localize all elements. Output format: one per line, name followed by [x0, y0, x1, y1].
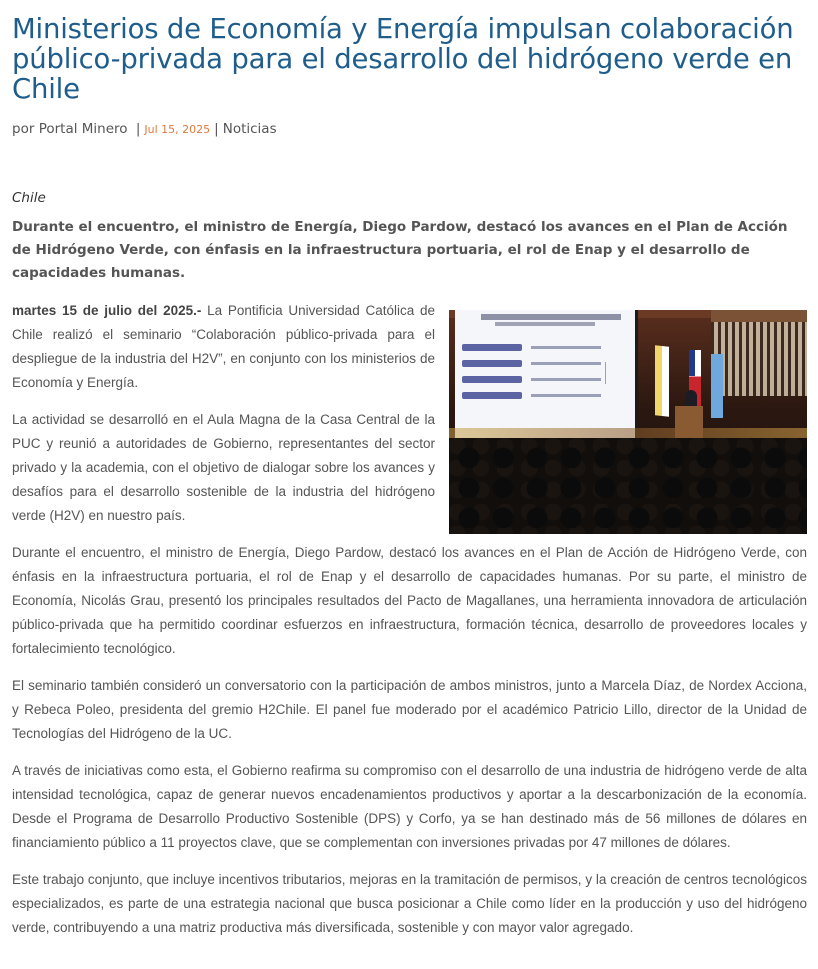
article-title: Ministerios de Economía y Energía impulsan colaboración público-privada para el desarrollo del hidrógeno verde en Chile	[12, 13, 794, 105]
article-lead: Durante el encuentro, el ministro de Energía, Diego Pardow, destacó los avances en el Plan de Acción de Hidrógeno Verde, con énfasis en la infraestructura portuaria, el rol de Enap y el desarrollo de capacidades humanas.	[12, 219, 788, 281]
screen-subtitle-line	[495, 322, 595, 326]
projection-screen	[455, 310, 638, 438]
category-link[interactable]: Noticias	[222, 121, 277, 137]
screen-row-text	[531, 362, 601, 365]
chile-flag-canton	[689, 350, 695, 376]
paragraph: A través de iniciativas como esta, el Gobierno reafirma su compromiso con el desarrollo de una industria de hidrógeno verde de alta intensidad tecnológica, capaz de generar nuevos encadenamientos productivos y aportar a la descarbonización de la economía. Desde el Programa de Desarrollo Productivo Sostenible (DPS) y Corfo, ya se han destinado más de 56 millones de dólares en financiamiento público a 11 proyectos clave, que se complementan con inversiones privadas por 47 millones de dólares.	[12, 763, 807, 850]
university-flag	[711, 354, 723, 418]
screen-row-text	[531, 346, 601, 349]
paragraph: Durante el encuentro, el ministro de Energía, Diego Pardow, destacó los avances en el Plan de Acción de Hidrógeno Verde, con énfasis en la infraestructura portuaria, el rol de Enap y el desarrollo de capacidades humanas. Por su parte, el ministro de Economía, Nicolás Grau, presentó los principales resultados del Pacto de Magallanes, una herramienta innovadora de articulación público-privada que ha permitido coordinar esfuerzos en infraestructura, formación técnica, desarrollo de proveedores locales y fortalecimiento tecnológico.	[12, 545, 807, 656]
screen-side-note	[605, 362, 632, 384]
article-meta	[12, 120, 807, 139]
dateline: martes 15 de julio del 2025.-	[12, 303, 202, 318]
article-body	[12, 299, 807, 940]
paragraph: El seminario también consideró un conversatorio con la participación de ambos ministros, junto a Marcela Díaz, de Nordex Acciona, y Rebeca Poleo, presidenta del gremio H2Chile. El panel fue moderado por el académico Patricio Lillo, director de la Unidad de Tecnologías del Hidrógeno de la UC.	[12, 678, 807, 741]
screen-title-line	[481, 314, 621, 320]
screen-row-bar	[462, 392, 522, 399]
screen-row-bar	[462, 360, 522, 367]
screen-row-text	[531, 394, 601, 397]
publish-date: Jul 15, 2025	[144, 123, 211, 136]
seminar-photo	[449, 310, 807, 534]
screen-row-text	[531, 378, 601, 381]
paragraph: La actividad se desarrolló en el Aula Magna de la Casa Central de la PUC y reunió a autoridades de Gobierno, representantes del sector privado y la academia, con el objetivo de dialogar sobre los avances y desafíos para el desarrollo sostenible de la industria del hidrógeno verde (H2V) en nuestro país.	[12, 412, 435, 523]
paragraph-text: La Pontificia Universidad Católica de Chile realizó el seminario “Colaboración público-privada para el despliegue de la industria del H2V”, en conjunto con los ministerios de Economía y Energía.	[12, 303, 435, 390]
screen-row-bar	[462, 376, 522, 383]
balcony	[711, 310, 807, 396]
meta-separator: |	[135, 121, 141, 137]
paragraph: Este trabajo conjunto, que incluye incentivos tributarios, mejoras en la tramitación de permisos, y la creación de centros tecnológicos especializados, es parte de una estrategia nacional que busca posicionar a Chile como líder en la producción y uso del hidrógeno verde, contribuyendo a una matriz productiva más diversificada, sostenible y con mayor valor agregado.	[12, 872, 807, 935]
article-location: Chile	[12, 190, 46, 206]
vatican-flag	[655, 345, 669, 416]
meta-separator: |	[214, 121, 219, 137]
screen-row-bar	[462, 344, 522, 351]
article	[12, 0, 807, 940]
author-link[interactable]: Portal Minero	[38, 121, 128, 137]
audience	[449, 438, 807, 534]
balcony-rail	[711, 310, 807, 322]
meta-prefix: por	[12, 121, 35, 137]
